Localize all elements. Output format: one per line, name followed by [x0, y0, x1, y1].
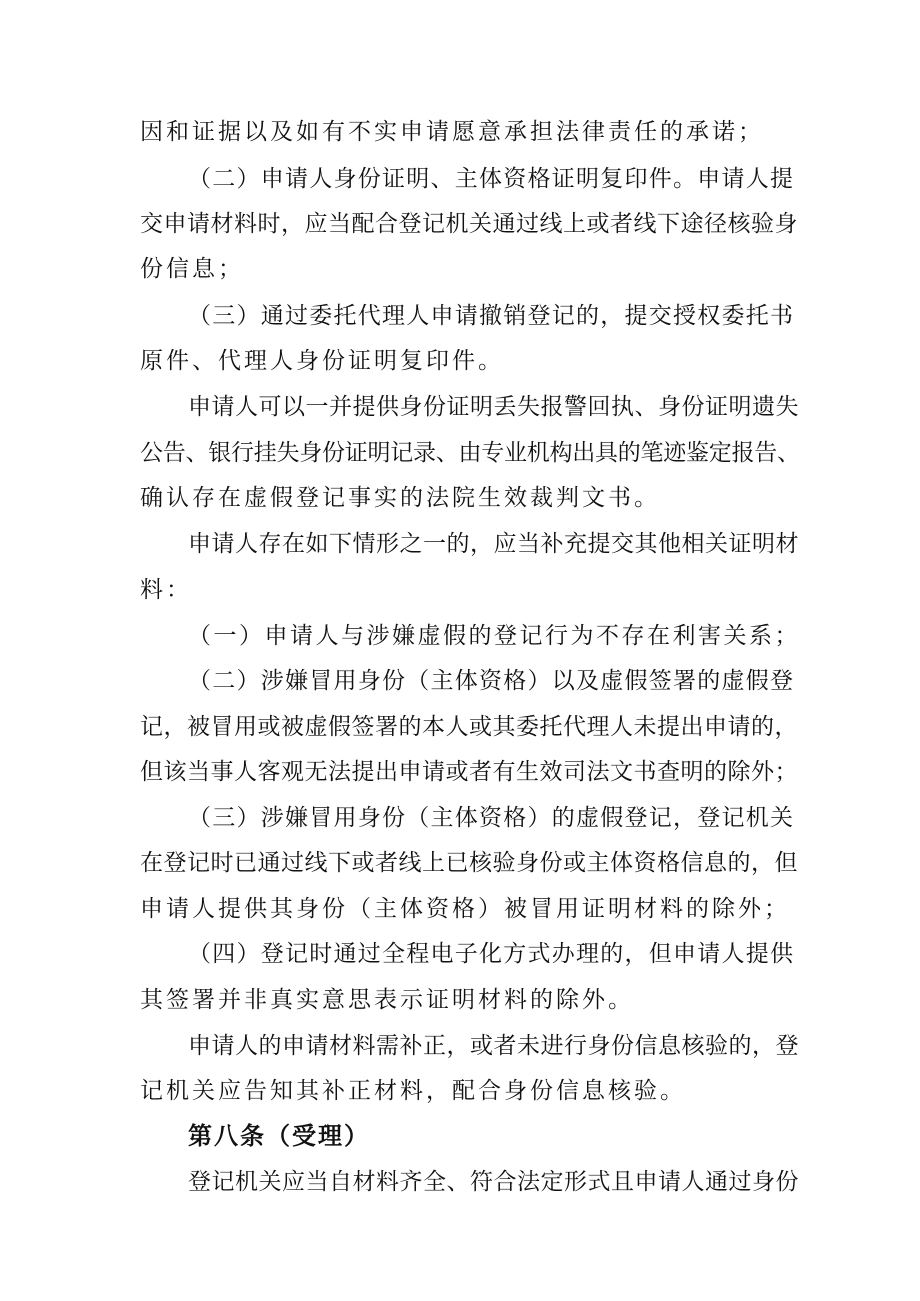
text-line: 其签署并非真实意思表示证明材料的除外。 [140, 987, 634, 1013]
text-line: 在登记时已通过线下或者线上已核验身份或主体资格信息的，但 [140, 850, 798, 876]
text-line: 料： [140, 577, 192, 603]
text-line: 登记机关应当自材料齐全、符合法定形式且申请人通过身份 [188, 1169, 799, 1195]
text-line: （三）涉嫌冒用身份（主体资格）的虚假登记，登记机关 [188, 805, 795, 831]
text-line: 确认存在虚假登记事实的法院生效裁判文书。 [140, 485, 660, 511]
text-line: 申请人的申请材料需补正，或者未进行身份信息核验的，登 [188, 1033, 799, 1059]
text-line: 但该当事人客观无法提出申请或者有生效司法文书查明的除外； [140, 759, 798, 785]
text-line: 公告、银行挂失身份证明记录、由专业机构出具的笔迹鉴定报告、 [140, 440, 800, 466]
text-line: （二）申请人身份证明、主体资格证明复印件。申请人提 [188, 166, 795, 192]
text-line: 申请人可以一并提供身份证明丢失报警回执、身份证明遗失 [188, 394, 799, 420]
text-line: 交申请材料时，应当配合登记机关通过线上或者线下途径核验身 [140, 211, 798, 237]
text-line: （三）通过委托代理人申请撤销登记的，提交授权委托书 [188, 303, 795, 329]
text-line: 申请人存在如下情形之一的，应当补充提交其他相关证明材 [188, 531, 799, 557]
text-line: （四）登记时通过全程电子化方式办理的，但申请人提供 [188, 941, 795, 967]
text-line: 记机关应告知其补正材料，配合身份信息核验。 [140, 1078, 686, 1104]
text-line: 申请人提供其身份（主体资格）被冒用证明材料的除外； [140, 896, 790, 922]
text-line: 记，被冒用或被虚假签署的本人或其委托代理人未提出申请的， [140, 714, 798, 740]
article-heading: 第八条（受理） [188, 1122, 370, 1150]
text-line: 原件、代理人身份证明复印件。 [140, 348, 504, 374]
text-line: 份信息； [140, 256, 244, 282]
text-line: （二）涉嫌冒用身份（主体资格）以及虚假签署的虚假登 [188, 668, 795, 694]
text-line: （一）申请人与涉嫌虚假的登记行为不存在利害关系； [188, 623, 800, 649]
text-line: 因和证据以及如有不实申请愿意承担法律责任的承诺； [140, 119, 764, 145]
